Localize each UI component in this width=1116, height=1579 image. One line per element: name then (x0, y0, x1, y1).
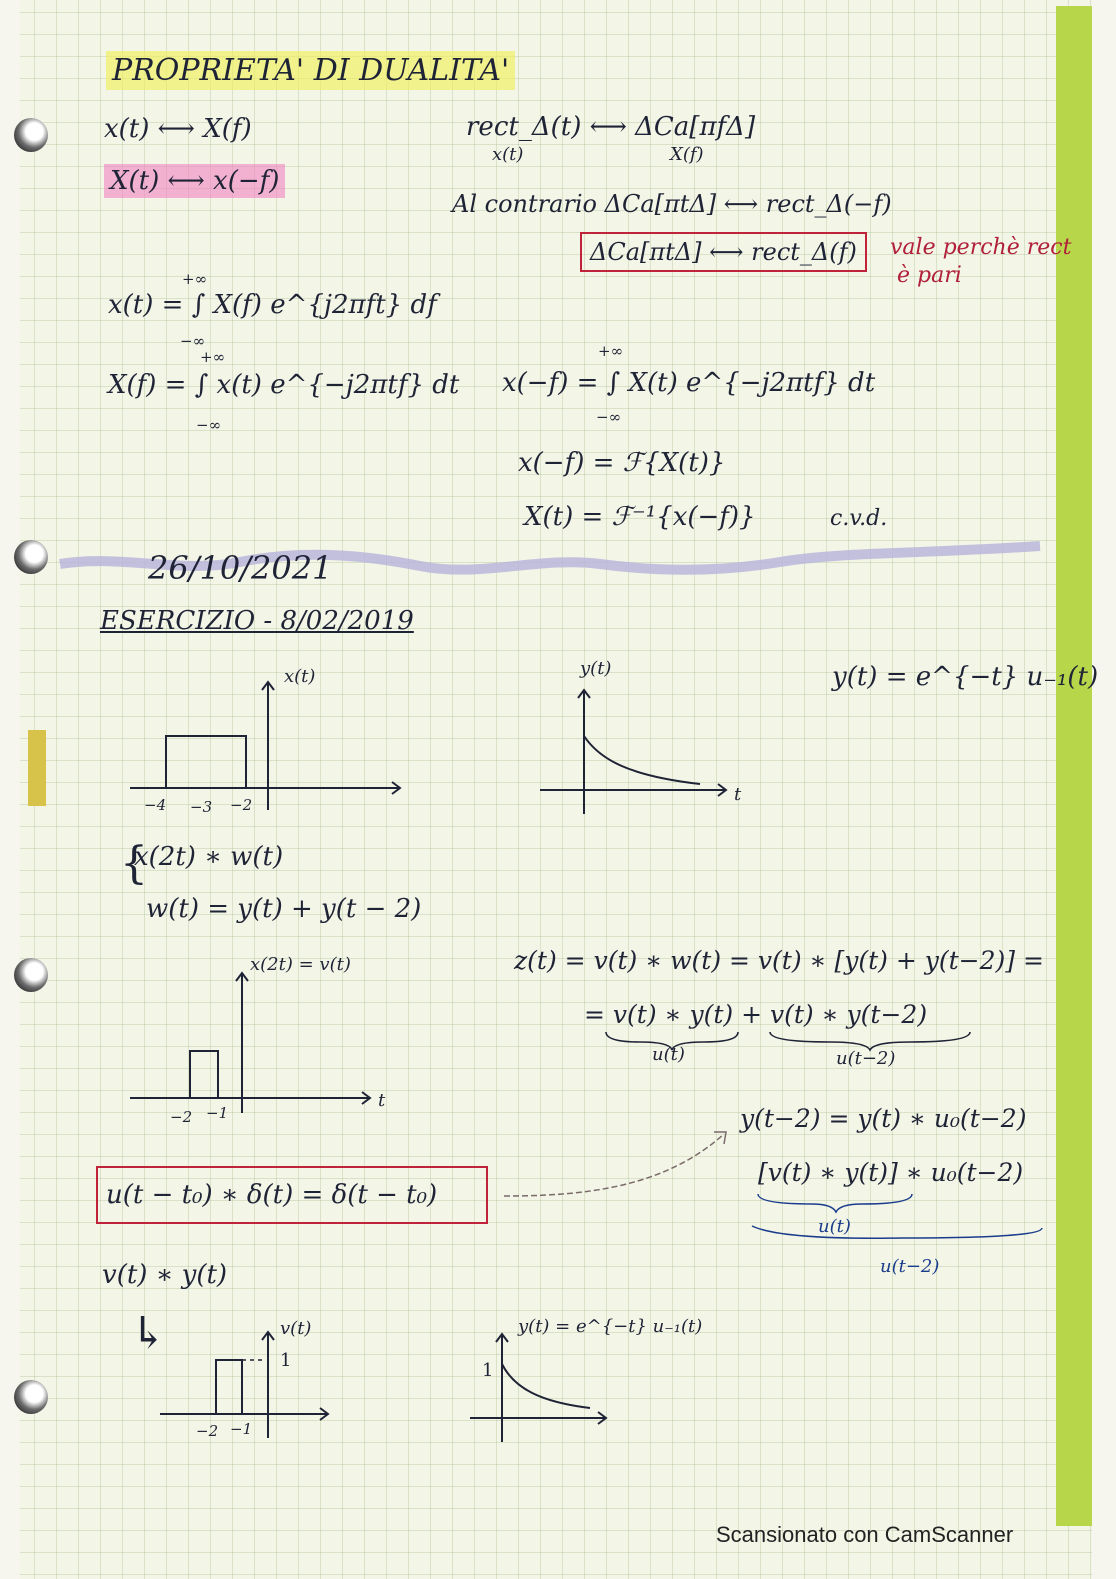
binder-hole (14, 958, 48, 992)
rect-pair-sub-right: X(f) (670, 144, 704, 165)
plot-v-ylabel: x(2t) = v(t) (250, 954, 351, 975)
tick-label: −3 (190, 798, 213, 816)
plot-y-small (470, 1330, 620, 1448)
proof-line-2: X(t) = ℱ⁻¹{x(−f)} (524, 502, 756, 532)
shift-rule: u(t − t₀) ∗ δ(t) = δ(t − t₀) (96, 1166, 488, 1224)
limit-lower: −∞ (180, 332, 206, 350)
limit-lower: −∞ (196, 416, 222, 434)
limit-upper: +∞ (598, 342, 624, 360)
blue-label: u(t) (818, 1216, 851, 1237)
binder-hole (14, 118, 48, 152)
plot-v-xlabel: t (378, 1090, 386, 1111)
level-one: 1 (280, 1350, 292, 1371)
system-line-2: w(t) = y(t) + y(t − 2) (146, 894, 422, 924)
exp-decay-curve (584, 736, 700, 784)
limit-lower: −∞ (596, 408, 622, 426)
tick-label: −1 (206, 1104, 229, 1122)
underbrace-outer (752, 1226, 1042, 1238)
blue-label: u(t−2) (880, 1256, 940, 1277)
z-line-1: z(t) = v(t) ∗ w(t) = v(t) ∗ [y(t) + y(t−2)] = (514, 946, 1044, 975)
level-one: 1 (482, 1360, 494, 1381)
connector-path (504, 1134, 724, 1196)
plot-v (130, 965, 390, 1120)
tick-label: −2 (196, 1422, 219, 1440)
system-brace: { (120, 838, 148, 889)
plot-v-small-ylabel: v(t) (280, 1318, 312, 1339)
tick-label: −2 (230, 796, 253, 814)
binder-hole (14, 540, 48, 574)
boxed-result: ΔCa[πtΔ] ⟷ rect_Δ(f) (580, 232, 867, 272)
blue-underbraces (752, 1190, 1052, 1250)
rect-pulse (166, 736, 246, 788)
bent-arrow-icon: ↳ (130, 1308, 167, 1359)
plot-x-ylabel: x(t) (284, 666, 316, 687)
y-definition: y(t) = e^{−t} u₋₁(t) (832, 662, 1099, 692)
plot-y (540, 680, 740, 820)
tick-label: −2 (170, 1108, 193, 1126)
date: 26/10/2021 (148, 549, 333, 587)
rect-pair-sub-left: x(t) (492, 144, 524, 165)
system-line-1: x(2t) ∗ w(t) (134, 842, 284, 872)
rect-pair: rect_Δ(t) ⟷ ΔCa[πfΔ] (466, 112, 756, 142)
plot-y-xlabel: t (734, 784, 742, 805)
cvd: c.v.d. (830, 506, 888, 531)
underbrace-label: u(t−2) (836, 1048, 896, 1069)
z-line-2: = v(t) ∗ y(t) + v(t) ∗ y(t−2) (584, 1000, 928, 1029)
inverse-transform: x(t) = ∫ X(f) e^{j2πft} df (108, 290, 437, 320)
red-note: vale perchè rect è pari (890, 235, 1072, 288)
tick-label: −4 (144, 796, 167, 814)
forward-transform: X(f) = ∫ x(t) e^{−j2πtf} dt (108, 370, 460, 400)
plot-x (130, 666, 410, 820)
rect-pulse (190, 1051, 218, 1098)
contrario-line: Al contrario ΔCa[πtΔ] ⟷ rect_Δ(−f) (452, 190, 892, 218)
x-minus-f: x(−f) = ∫ X(t) e^{−j2πtf} dt (502, 368, 876, 398)
plot-y-ylabel: y(t) (580, 658, 612, 679)
y-shift-1: y(t−2) = y(t) ∗ u₀(t−2) (740, 1104, 1027, 1133)
plot-y-small-ylabel: y(t) = e^{−t} u₋₁(t) (518, 1316, 703, 1337)
rect-pulse (216, 1360, 242, 1414)
y-shift-2: [v(t) ∗ y(t)] ∗ u₀(t−2) (758, 1158, 1024, 1187)
underbrace-label: u(t) (652, 1044, 685, 1065)
limit-upper: +∞ (200, 348, 226, 366)
binder-hole (14, 1380, 48, 1414)
pair-2: X(t) ⟷ x(−f) (104, 168, 285, 194)
scanner-watermark: Scansionato con CamScanner (716, 1522, 1014, 1547)
underbrace-inner (758, 1194, 912, 1212)
heading: PROPRIETA' DI DUALITA' (106, 56, 515, 86)
tick-label: −1 (230, 1420, 253, 1438)
pair-1: x(t) ⟷ X(f) (104, 114, 252, 144)
exercise-title: ESERCIZIO - 8/02/2019 (100, 606, 414, 636)
connector-arrow (504, 1118, 744, 1208)
conv-label: v(t) ∗ y(t) (102, 1260, 228, 1290)
proof-line-1: x(−f) = ℱ{X(t)} (518, 448, 726, 478)
exp-decay-curve (502, 1364, 590, 1408)
margin-sticker (28, 730, 46, 806)
limit-upper: +∞ (182, 270, 208, 288)
